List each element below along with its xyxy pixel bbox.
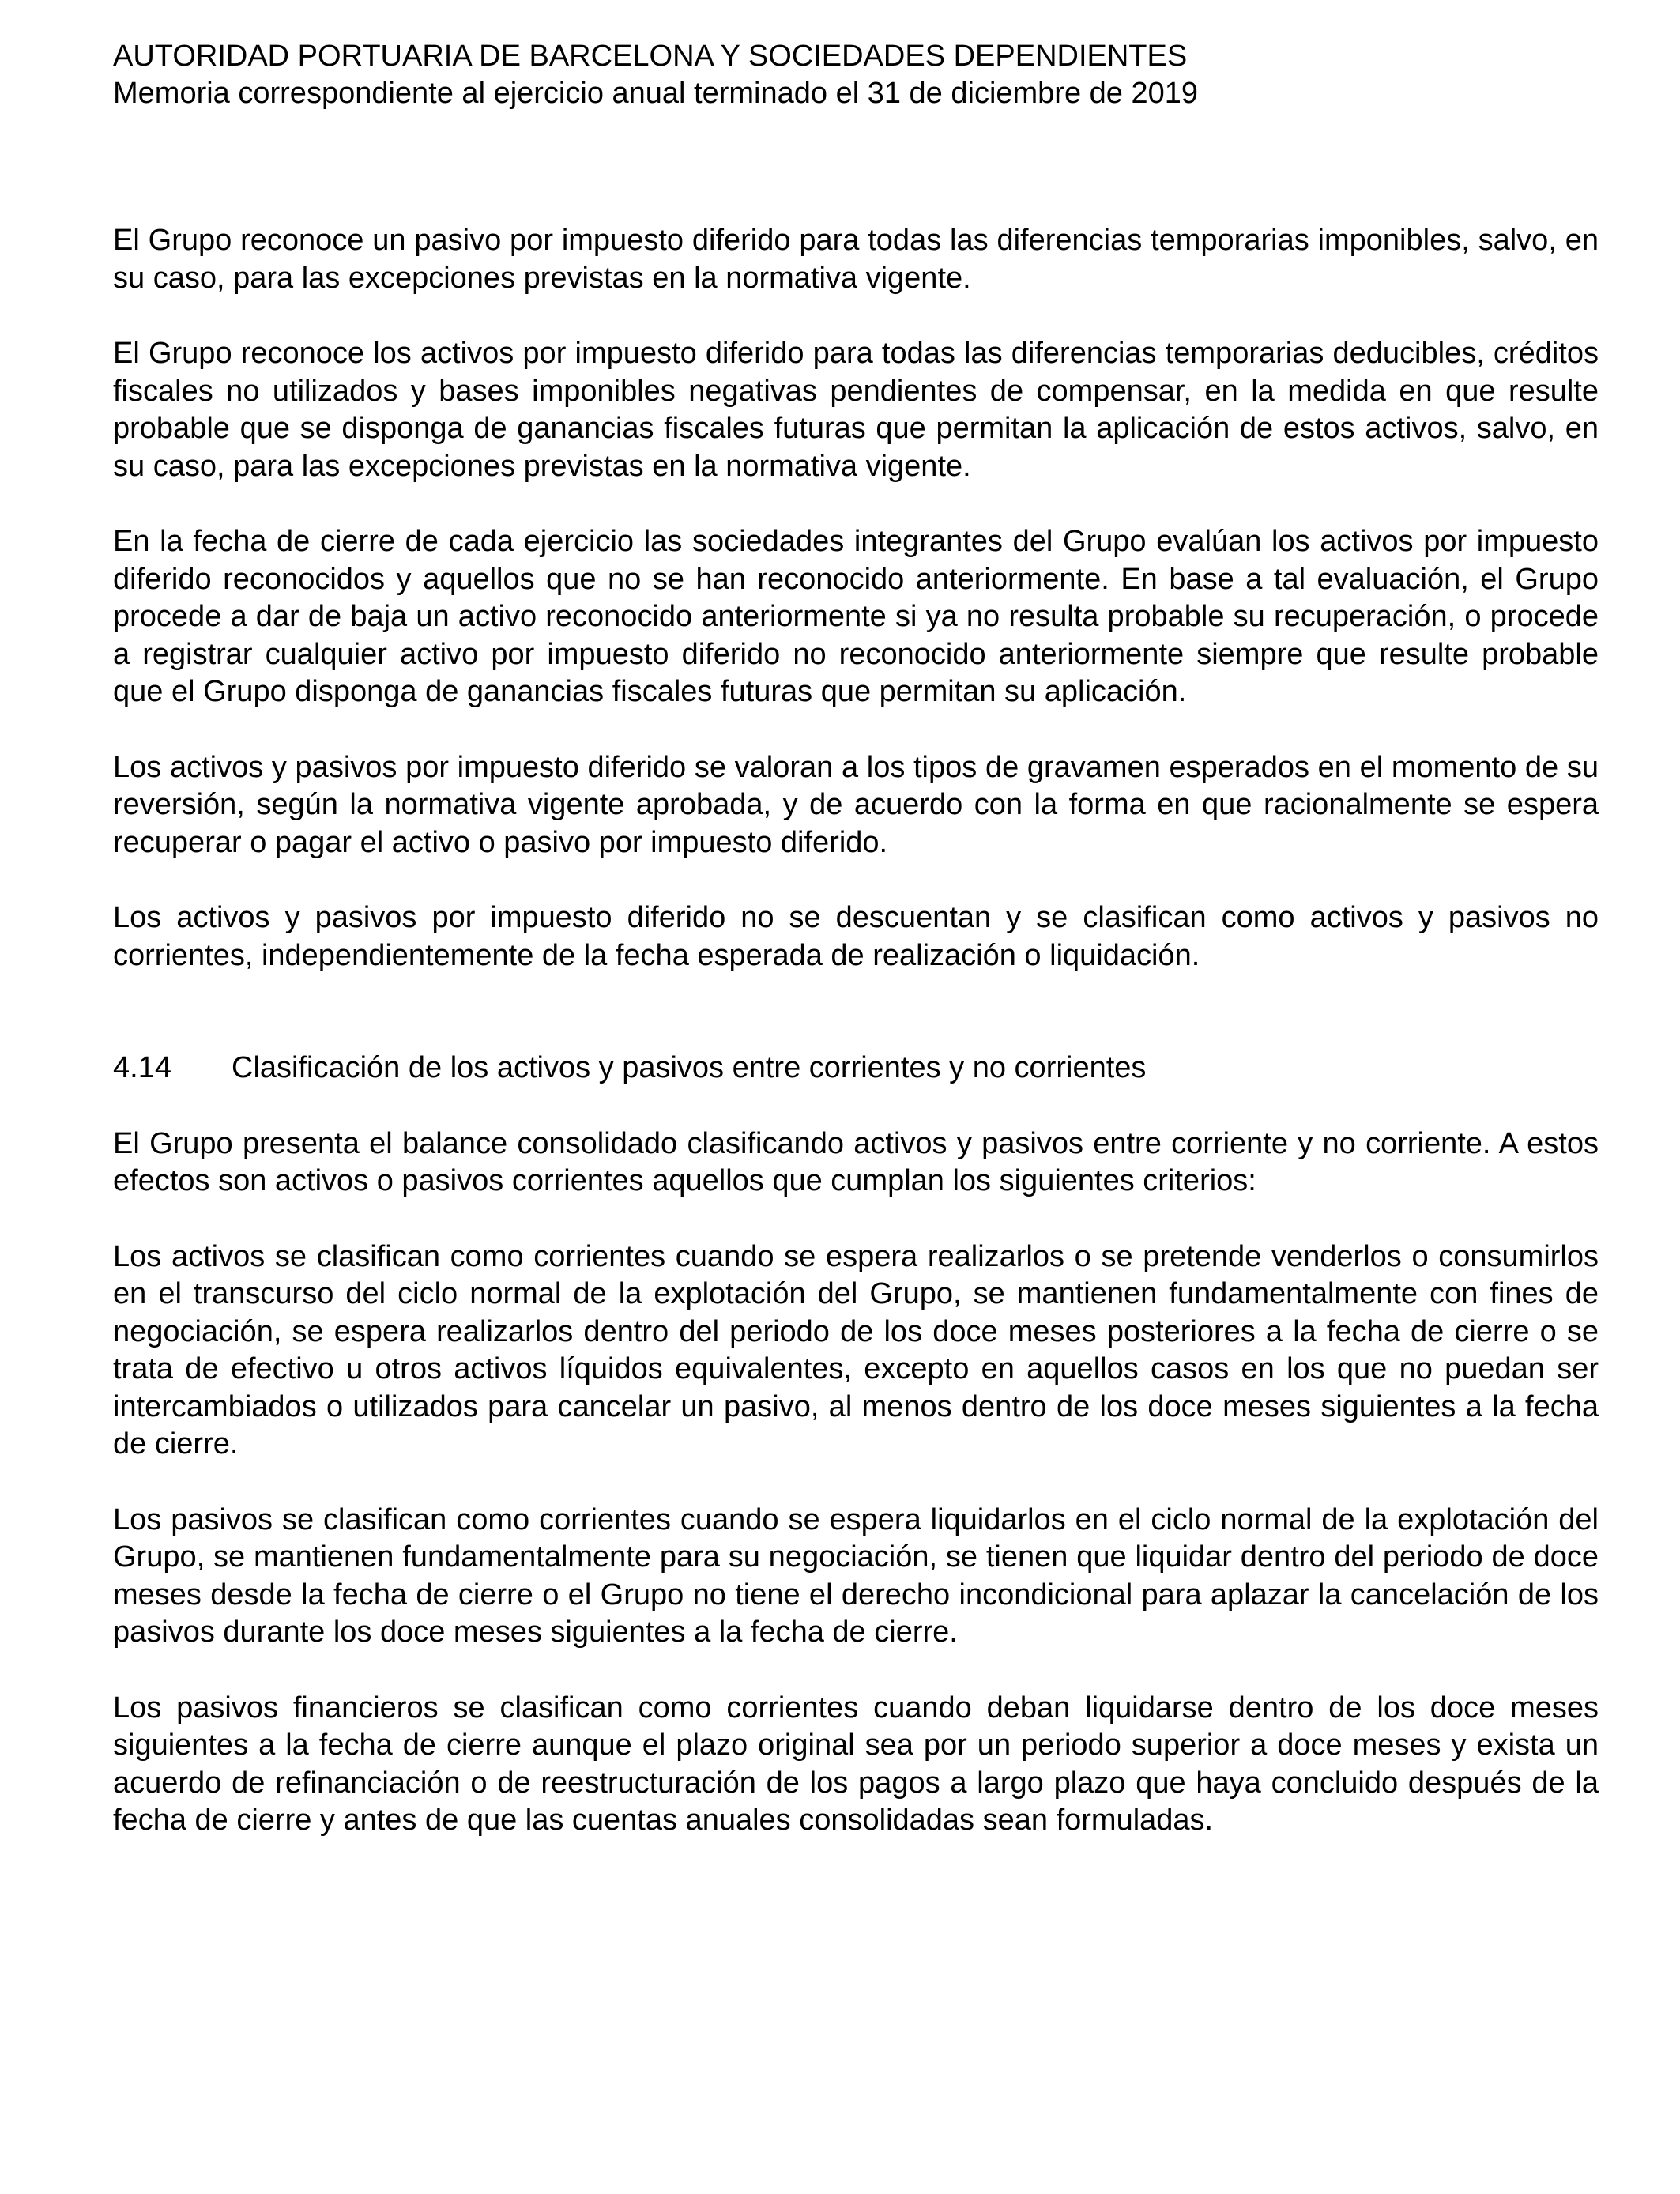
paragraph-balance-classification: El Grupo presenta el balance consolidado clasificando activos y pasivos entre corriente y no corriente. A estos efectos son activos o pasivos corrientes aquellos que cumplan los siguientes criterios: <box>113 1126 1599 1197</box>
paragraph-year-end-evaluation: En la fecha de cierre de cada ejercicio las sociedades integrantes del Grupo evalúan los activos por impuesto diferido reconocidos y aquellos que no se han reconocido anteriormente. En base a tal evaluación, el Grupo procede a dar de baja un activo reconocido anteriormente si ya no resulta probable su recuperación, o procede a registrar cualquier activo por impuesto diferido no reconocido anteriormente siempre que resulte probable que el Grupo disponga de ganancias fiscales futuras que permitan su aplicación. <box>113 525 1599 708</box>
document-header-subtitle: Memoria correspondiente al ejercicio anual terminado el 31 de diciembre de 2019 <box>113 77 1199 110</box>
paragraph-deferred-tax-liability: El Grupo reconoce un pasivo por impuesto diferido para todas las diferencias temporarias imponibles, salvo, en su caso, para las excepciones previstas en la normativa vigente. <box>113 224 1599 295</box>
document-header-title: AUTORIDAD PORTUARIA DE BARCELONA Y SOCIEDADES DEPENDIENTES <box>113 40 1188 73</box>
paragraph-financial-liabilities: Los pasivos financieros se clasifican como corrientes cuando deban liquidarse dentro de los doce meses siguientes a la fecha de cierre aunque el plazo original sea por un periodo superior a doce meses y exista un acuerdo de refinanciación o de reestructuración de los pagos a largo plazo que haya concluido después de la fecha de cierre y antes de que las cuentas anuales consolidadas sean formuladas. <box>113 1691 1599 1837</box>
section-number: 4.14 <box>113 1051 171 1084</box>
document-page <box>113 38 1599 1840</box>
paragraph-deferred-tax-assets: El Grupo reconoce los activos por impuesto diferido para todas las diferencias temporarias deducibles, créditos fiscales no utilizados y bases imponibles negativas pendientes de compensar, en la medida en que resulte probable que se disponga de ganancias fiscales futuras que permitan la aplicación de estos activos, salvo, en su caso, para las excepciones previstas en la normativa vigente. <box>113 337 1599 483</box>
paragraph-current-assets: Los activos se clasifican como corrientes cuando se espera realizarlos o se pretende venderlos o consumirlos en el transcurso del ciclo normal de la explotación del Grupo, se mantienen fundamentalmente con fines de negociación, se espera realizarlos dentro del periodo de los doce meses posteriores a la fecha de cierre o se trata de efectivo u otros activos líquidos equivalentes, excepto en aquellos casos en los que no puedan ser intercambiados o utilizados para cancelar un pasivo, al menos dentro de los doce meses siguientes a la fecha de cierre. <box>113 1239 1599 1461</box>
section-title: Clasificación de los activos y pasivos entre corrientes y no corrientes <box>232 1051 1147 1084</box>
section-heading <box>113 1050 1599 1088</box>
paragraph-current-liabilities: Los pasivos se clasifican como corrientes cuando se espera liquidarlos en el ciclo normal de la explotación del Grupo, se mantienen fundamentalmente para su negociación, se tienen que liquidar dentro del periodo de doce meses desde la fecha de cierre o el Grupo no tiene el derecho incondicional para aplazar la cancelación de los pasivos durante los doce meses siguientes a la fecha de cierre. <box>113 1502 1599 1649</box>
paragraph-valuation-tax-rates: Los activos y pasivos por impuesto diferido se valoran a los tipos de gravamen esperados en el momento de su reversión, según la normativa vigente aprobada, y de acuerdo con la forma en que racionalmente se espera recuperar o pagar el activo o pasivo por impuesto diferido. <box>113 750 1599 859</box>
paragraph-no-discount: Los activos y pasivos por impuesto diferido no se descuentan y se clasifican como activos y pasivos no corrientes, independientemente de la fecha esperada de realización o liquidación. <box>113 901 1599 972</box>
